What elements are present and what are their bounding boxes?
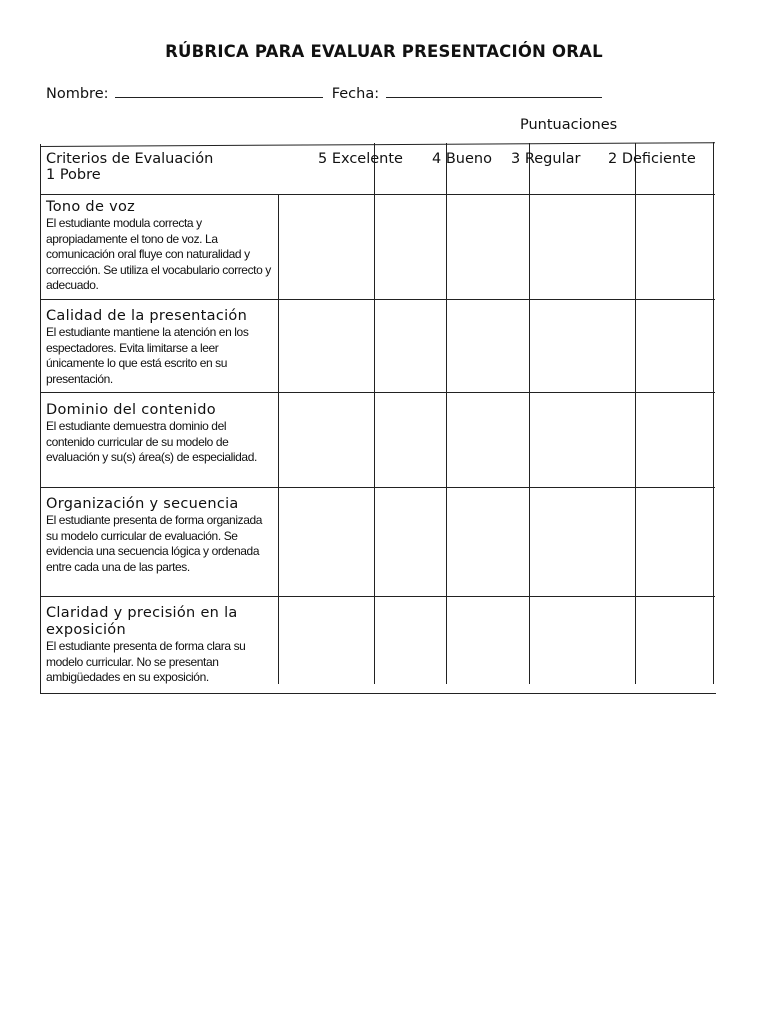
grid-line-v-bueno	[446, 143, 447, 684]
criterion-row	[46, 402, 282, 466]
header-criterios-label: Criterios de Evaluación	[46, 151, 214, 167]
criterion-row	[46, 496, 282, 575]
nombre-label: Nombre:	[46, 86, 109, 102]
grid-line-v-right	[713, 142, 714, 684]
criterion-row	[46, 308, 282, 387]
criterion-description: El estudiante demuestra dominio del contenido curricular de su modelo de evaluación y su(s) área(s) de especialidad.	[46, 419, 257, 465]
criterion-description: El estudiante presenta de forma clara su modelo curricular. No se presentan ambigüedades en su exposición.	[46, 639, 246, 685]
criterion-title: Dominio del contenido	[46, 402, 216, 418]
fecha-blank	[386, 82, 602, 98]
puntuaciones-label: Puntuaciones	[520, 117, 618, 133]
criterion-description: El estudiante presenta de forma organizada su modelo curricular de evaluación. Se evidencia una secuencia lógica y ordenada entre cada una de las partes.	[46, 513, 263, 574]
header-excelente: 5 Excelente	[318, 151, 403, 167]
grid-line-row3-bottom	[41, 487, 715, 488]
header-bueno: 4 Bueno	[432, 151, 492, 167]
grid-line-row1-bottom	[41, 299, 715, 300]
grid-line-v-excelente	[374, 143, 375, 684]
grid-line-bottom	[40, 693, 716, 694]
nombre-blank	[115, 82, 323, 98]
criterion-row	[46, 199, 282, 294]
criterion-description: El estudiante modula correcta y apropiadamente el tono de voz. La comunicación oral fluye con naturalidad y corrección. Se utiliza el vocabulario correcto y adecuado.	[46, 216, 271, 293]
grid-line-row2-bottom	[41, 392, 715, 393]
grid-line-top	[40, 142, 715, 147]
name-date-line	[46, 82, 606, 102]
criterion-title: Tono de voz	[46, 199, 136, 215]
grid-line-row4-bottom	[41, 596, 715, 597]
document-title: RÚBRICA PARA EVALUAR PRESENTACIÓN ORAL	[165, 42, 603, 61]
grid-line-v-regular	[529, 143, 530, 684]
criterion-row	[46, 605, 282, 686]
criterion-title: Claridad y precisión en la exposición	[46, 605, 238, 638]
criterion-title: Organización y secuencia	[46, 496, 239, 512]
header-pobre-label: 1 Pobre	[46, 167, 101, 183]
grid-line-v-left	[40, 144, 41, 694]
criterion-title: Calidad de la presentación	[46, 308, 248, 324]
criterion-description: El estudiante mantiene la atención en los espectadores. Evita limitarse a leer únicamente lo que está escrito en su presentación.	[46, 325, 249, 386]
fecha-label: Fecha:	[331, 86, 380, 102]
grid-line-header-bottom	[41, 194, 715, 195]
grid-line-v-deficiente	[635, 143, 636, 684]
header-regular: 3 Regular	[511, 151, 581, 167]
header-criterios	[46, 151, 213, 183]
header-deficiente: 2 Deficiente	[608, 151, 696, 167]
